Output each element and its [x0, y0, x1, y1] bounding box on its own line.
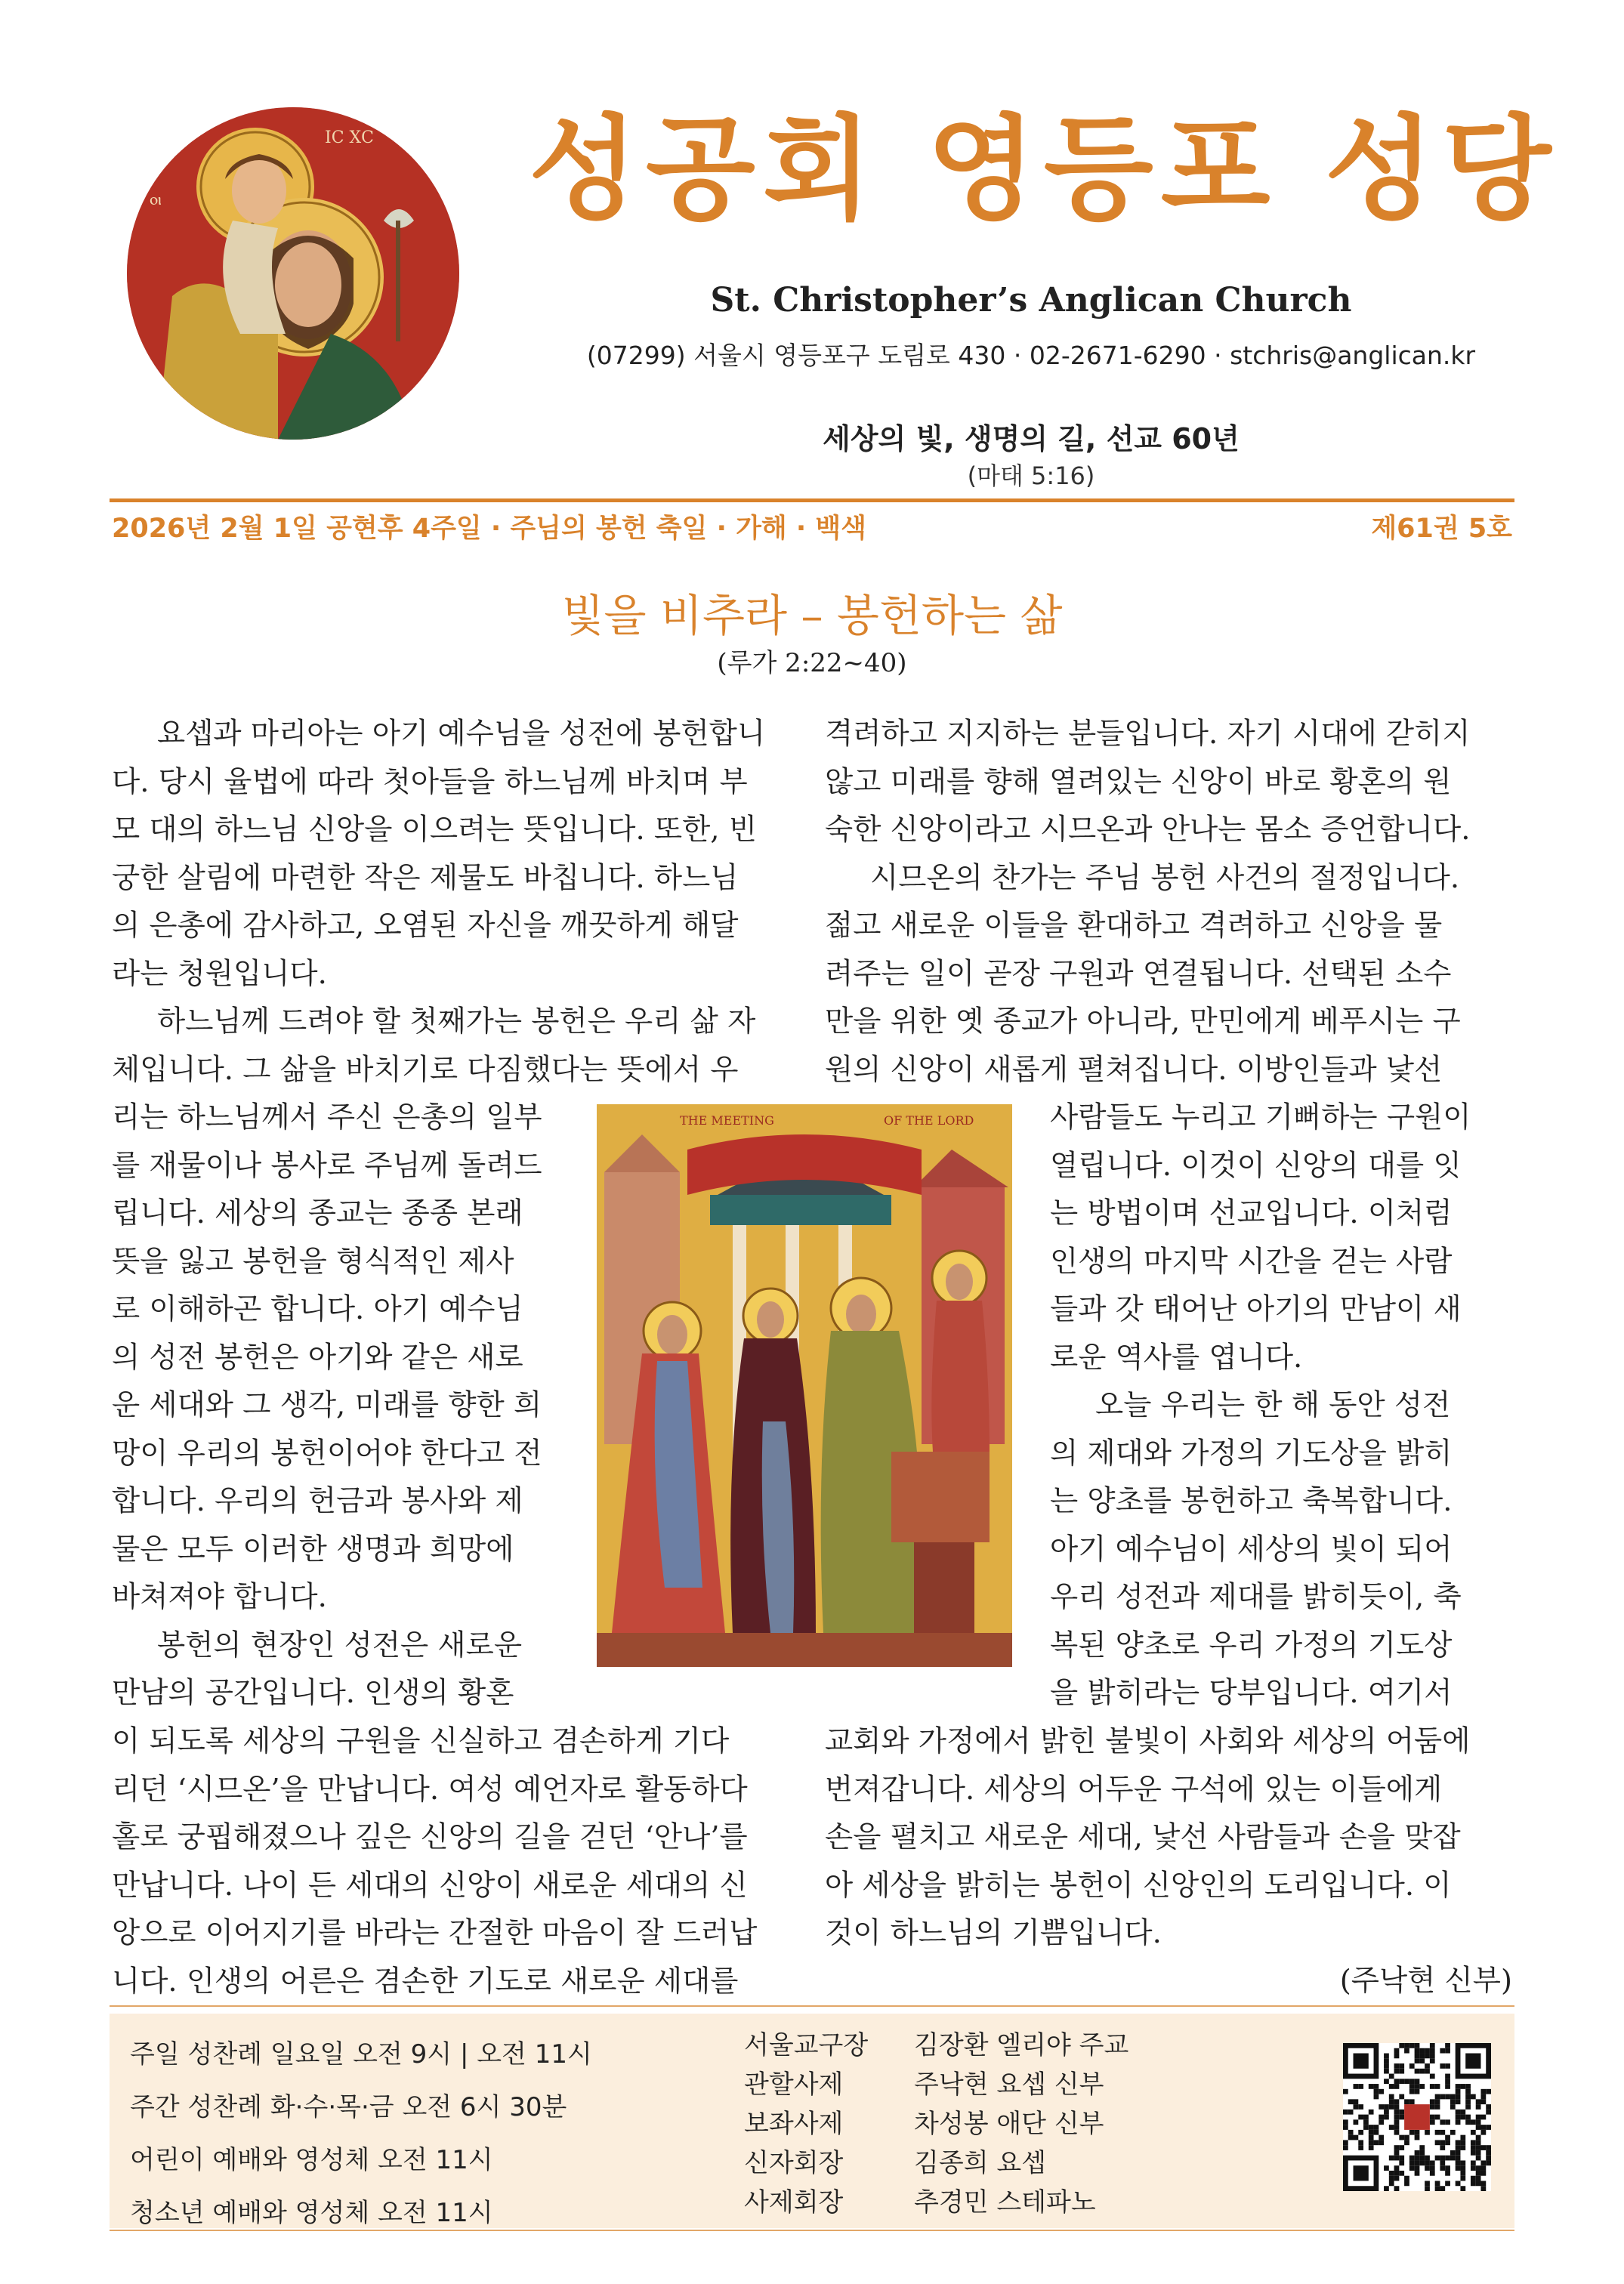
text-line: 아기 예수님이 세상의 빛이 되어 [1050, 1532, 1453, 1566]
clergy-role: 보좌사제 [744, 2109, 844, 2139]
service-time: 청소년 예배와 영성체 오전 11시 [130, 2198, 493, 2228]
text-line: 다. 당시 율법에 따라 첫아들을 하느님께 바치며 부 [112, 764, 748, 799]
motto: 세상의 빛, 생명의 길, 선교 60년 [823, 422, 1240, 455]
church-logo-icon [127, 107, 459, 440]
text-line: 앙으로 이어지기를 바라는 간절한 마음이 잘 드러납 [112, 1916, 758, 1950]
motto-reference: (마태 5:16) [967, 461, 1095, 490]
text-line: 젊고 새로운 이들을 환대하고 격려하고 신앙을 물 [825, 909, 1443, 943]
sermon-column-1-bottom [112, 1718, 792, 2020]
clergy-row [744, 2103, 1104, 2140]
text-line: 의 성전 봉헌은 아기와 같은 새로 [112, 1340, 523, 1375]
liturgical-date: 2026년 2월 1일 공현후 4주일 · 주님의 봉헌 축일 · 가해 · 백색 [112, 514, 866, 544]
text-line: 원의 신앙이 새롭게 펼쳐집니다. 이방인들과 낯선 [825, 1052, 1443, 1087]
contact-info: (07299) 서울시 영등포구 도림로 430 · 02-2671-6290 · stchris@anglican.kr [586, 341, 1476, 370]
text-line: 니다. 인생의 어른은 겸손한 기도로 새로운 세대를 [112, 1964, 739, 1999]
text-line: 를 재물이나 봉사로 주님께 돌려드 [112, 1148, 542, 1183]
service-time: 어린이 예배와 영성체 오전 11시 [130, 2145, 493, 2175]
text-line: 는 양초를 봉헌하고 축복합니다. [1050, 1484, 1453, 1518]
text-line: 모 대의 하느님 신앙을 이으려는 뜻입니다. 또한, 빈 [112, 813, 757, 847]
text-line: 복된 양초로 우리 가정의 기도상 [1050, 1628, 1453, 1662]
sermon-column-1-top [112, 710, 792, 1094]
issue-number: 제61권 5호 [1371, 514, 1512, 544]
text-line: 교회와 가정에서 밝힌 불빛이 사회와 세상의 어둠에 [825, 1724, 1471, 1758]
presentation-icon-picture [597, 1104, 1012, 1667]
sermon-column-2-bottom [825, 1718, 1512, 1959]
text-line: 체입니다. 그 삶을 바치기로 다짐했다는 뜻에서 우 [112, 1052, 739, 1087]
text-line: 손을 펼치고 새로운 세대, 낯선 사람들과 손을 맞잡 [825, 1820, 1461, 1854]
sermon-column-2-middle [1050, 1094, 1512, 1718]
clergy-name: 김장환 엘리야 주교 [914, 2030, 1129, 2060]
logo-text-right: ΙϹ ΧϹ [325, 128, 375, 147]
sermon-title: 빛을 비추라 – 봉헌하는 삶 [561, 590, 1063, 641]
text-line: 이 되도록 세상의 구원을 신실하고 겸손하게 기다 [112, 1724, 730, 1758]
clergy-role: 사제회장 [744, 2187, 844, 2218]
sermon-author: (주낙현 신부) [1339, 1964, 1512, 1998]
footer-divider [110, 2005, 1514, 2007]
text-line: 숙한 신앙이라고 시므온과 안나는 몸소 증언합니다. [825, 813, 1471, 847]
footer-bottom-divider [110, 2230, 1514, 2231]
text-line: 려주는 일이 곧장 구원과 연결됩니다. 선택된 소수 [825, 956, 1452, 991]
qr-code-icon[interactable] [1343, 2043, 1491, 2191]
clergy-row [744, 2142, 1046, 2179]
text-line: 우리 성전과 제대를 밝히듯이, 축 [1050, 1580, 1462, 1614]
text-line: 열립니다. 이것이 신앙의 대를 잇 [1050, 1148, 1462, 1183]
text-line: 물은 모두 이러한 생명과 희망에 [112, 1532, 514, 1566]
text-line: 시므온의 찬가는 주님 봉헌 사건의 절정입니다. [870, 860, 1460, 895]
clergy-role: 신자회장 [744, 2148, 844, 2178]
text-line: 합니다. 우리의 헌금과 봉사와 제 [112, 1484, 523, 1518]
sermon-reference: (루가 2:22~40) [717, 648, 907, 678]
clergy-name: 차성봉 애단 신부 [914, 2109, 1104, 2139]
text-line: 사람들도 누리고 기뻐하는 구원이 [1050, 1100, 1471, 1134]
text-line: 로 이해하곤 합니다. 아기 예수님 [112, 1292, 523, 1326]
text-line: 홀로 궁핍해졌으나 깊은 신앙의 길을 걷던 ‘안나’를 [112, 1820, 748, 1854]
text-line: 인생의 마지막 시간을 걷는 사람 [1050, 1244, 1453, 1279]
text-line: 않고 미래를 향해 열려있는 신앙이 바로 황혼의 원 [825, 764, 1452, 799]
text-line: 궁한 살림에 마련한 작은 제물도 바칩니다. 하느님 [112, 860, 739, 895]
logo-text-left: ⲟⲓ [150, 190, 162, 209]
text-line: 라는 청원입니다. [112, 956, 327, 991]
text-line: 봉헌의 현장인 성전은 새로운 [157, 1628, 523, 1662]
text-line: 을 밝히라는 당부입니다. 여기서 [1050, 1676, 1453, 1710]
church-name-en: St. Christopher’s Anglican Church [710, 281, 1352, 319]
text-line: 요셉과 마리아는 아기 예수님을 성전에 봉헌합니 [157, 717, 766, 751]
text-line: 것이 하느님의 기쁨입니다. [825, 1916, 1162, 1950]
text-line: 립니다. 세상의 종교는 종종 본래 [112, 1196, 523, 1230]
icon-caption-right: OF THE LORD [884, 1113, 974, 1128]
clergy-role: 서울교구장 [744, 2030, 869, 2060]
service-time: 주일 성찬례 일요일 오전 9시 | 오전 11시 [130, 2039, 592, 2069]
text-line: 는 방법이며 선교입니다. 이처럼 [1050, 1196, 1453, 1230]
text-line: 리던 ‘시므온’을 만납니다. 여성 예언자로 활동하다 [112, 1772, 748, 1807]
clergy-row [744, 2063, 1104, 2100]
text-line: 뜻을 잃고 봉헌을 형식적인 제사 [112, 1244, 514, 1279]
footer-info-box [110, 2014, 1514, 2228]
header-divider [110, 498, 1514, 502]
text-line: 의 제대와 가정의 기도상을 밝히 [1050, 1436, 1453, 1471]
text-line: 오늘 우리는 한 해 동안 성전 [1095, 1388, 1451, 1422]
text-line: 들과 갓 태어난 아기의 만남이 새 [1050, 1292, 1462, 1326]
sermon-column-2-top [825, 710, 1512, 1094]
clergy-row [744, 2024, 1128, 2061]
icon-caption-left: THE MEETING [680, 1113, 774, 1128]
text-line: 바쳐져야 합니다. [112, 1580, 327, 1614]
text-line: 번져갑니다. 세상의 어두운 구석에 있는 이들에게 [825, 1772, 1443, 1807]
service-time: 주간 성찬례 화·수·목·금 오전 6시 30분 [130, 2092, 567, 2122]
church-name: 성공회 영등포 성당 [529, 104, 1559, 236]
text-line: 리는 하느님께서 주신 은총의 일부 [112, 1100, 542, 1134]
clergy-role: 관할사제 [744, 2069, 844, 2100]
text-line: 의 은총에 감사하고, 오염된 자신을 깨끗하게 해달 [112, 909, 739, 943]
text-line: 격려하고 지지하는 분들입니다. 자기 시대에 갇히지 [825, 717, 1471, 751]
text-line: 만남의 공간입니다. 인생의 황혼 [112, 1676, 514, 1710]
text-line: 만을 위한 옛 종교가 아니라, 만민에게 베푸시는 구 [825, 1005, 1461, 1039]
text-line: 로운 역사를 엽니다. [1050, 1340, 1303, 1375]
text-line: 아 세상을 밝히는 봉헌이 신앙인의 도리입니다. 이 [825, 1868, 1452, 1903]
text-line: 망이 우리의 봉헌이어야 한다고 전 [112, 1436, 542, 1471]
text-line: 만납니다. 나이 든 세대의 신앙이 새로운 세대의 신 [112, 1868, 748, 1903]
clergy-name: 추경민 스테파노 [914, 2187, 1096, 2218]
clergy-row [744, 2181, 1096, 2218]
clergy-name: 주낙현 요셉 신부 [914, 2069, 1104, 2100]
text-line: 운 세대와 그 생각, 미래를 향한 희 [112, 1388, 542, 1422]
sermon-column-1-middle [112, 1094, 557, 1718]
clergy-name: 김종희 요셉 [914, 2148, 1047, 2178]
text-line: 하느님께 드려야 할 첫째가는 봉헌은 우리 삶 자 [157, 1005, 756, 1039]
